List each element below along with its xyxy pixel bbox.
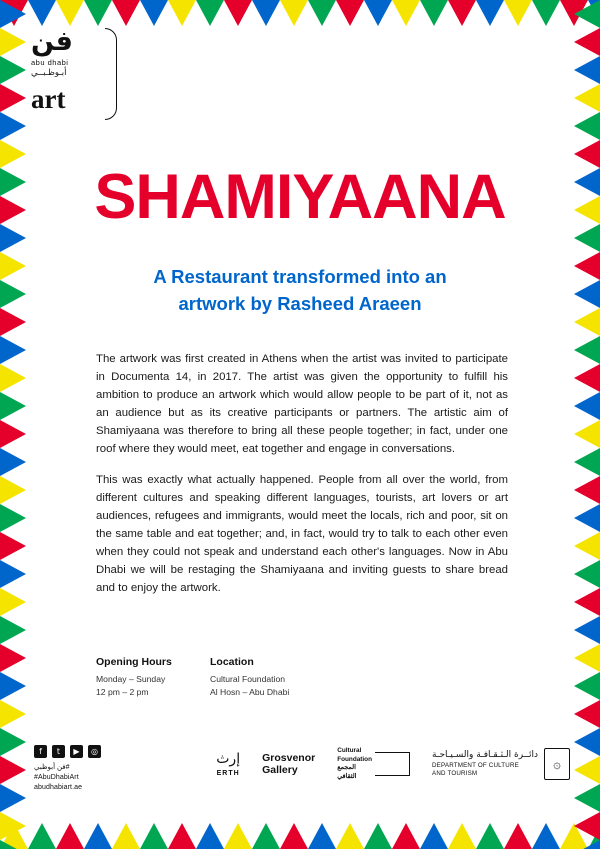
opening-hours-column xyxy=(96,656,182,699)
grosvenor-line-1: Grosvenor xyxy=(262,752,316,765)
border-triangle xyxy=(0,840,26,849)
border-triangle xyxy=(574,392,600,420)
border-triangle xyxy=(0,476,26,504)
border-triangle xyxy=(0,196,26,224)
facebook-icon[interactable]: f xyxy=(34,745,47,758)
cf-arabic-1: المجمع xyxy=(337,764,356,772)
border-triangle xyxy=(448,0,476,26)
erth-label: ERTH xyxy=(216,769,240,777)
border-triangle xyxy=(574,616,600,644)
border-triangle xyxy=(0,0,26,28)
border-triangle xyxy=(574,84,600,112)
body-paragraph-1: The artwork was first created in Athens when the artist was invited to participate in Documenta 14, in 2017. The artist was given the opportunity to fulfill his ambition to produce an artwork which would allow people to be part of it, not as an audience but as its creative participants or partners. The artistic aim of Shamiyaana was therefore to bring all these people together; in fact, under one roof where they would meet, eat together and engage in conversations. xyxy=(96,353,508,455)
border-triangle xyxy=(0,588,26,616)
erth-arabic-mark: إرث xyxy=(216,750,241,767)
border-triangle xyxy=(280,823,308,849)
border-triangle xyxy=(574,364,600,392)
erth-logo xyxy=(216,752,240,777)
border-triangle xyxy=(574,308,600,336)
opening-hours-times: 12 pm – 2 pm xyxy=(96,686,149,697)
dct-logo xyxy=(432,748,570,780)
body-copy xyxy=(96,351,508,612)
border-triangle xyxy=(574,588,600,616)
border-pattern-right xyxy=(574,0,600,849)
border-triangle xyxy=(336,0,364,26)
border-triangle xyxy=(0,392,26,420)
border-triangle xyxy=(0,140,26,168)
cf-arabic-2: الثقافي xyxy=(337,772,357,780)
page-title: SHAMIYAANA xyxy=(94,162,506,232)
border-triangle xyxy=(56,0,84,26)
border-triangle xyxy=(0,504,26,532)
border-triangle xyxy=(168,823,196,849)
grosvenor-gallery-logo xyxy=(262,752,315,776)
logo-latin-subtitle: abu dhabi xyxy=(31,58,69,67)
border-triangle xyxy=(0,252,26,280)
border-triangle xyxy=(28,823,56,849)
border-triangle xyxy=(0,56,26,84)
dct-line-2: AND TOURISM xyxy=(432,770,478,778)
subtitle-line-2: artwork by Rasheed Araeen xyxy=(178,292,422,314)
social-handle-arabic: فن أبوظبي# xyxy=(34,764,70,771)
footer xyxy=(26,745,574,805)
social-icons xyxy=(34,745,101,758)
border-triangle xyxy=(0,420,26,448)
border-triangle xyxy=(574,812,600,840)
border-triangle xyxy=(574,224,600,252)
border-triangle xyxy=(336,823,364,849)
social-block xyxy=(34,745,101,793)
cultural-foundation-logo xyxy=(337,747,410,782)
location-column xyxy=(210,656,370,699)
abu-dhabi-art-logo xyxy=(31,28,117,120)
border-triangle xyxy=(0,280,26,308)
border-triangle xyxy=(574,840,600,849)
border-triangle xyxy=(0,672,26,700)
border-triangle xyxy=(364,0,392,26)
border-triangle xyxy=(112,0,140,26)
cf-line-1: Cultural xyxy=(337,747,362,754)
border-triangle xyxy=(0,560,26,588)
poster-content xyxy=(26,26,574,823)
border-triangle xyxy=(574,644,600,672)
border-triangle xyxy=(0,112,26,140)
border-pattern-top xyxy=(0,0,600,26)
border-triangle xyxy=(224,823,252,849)
border-triangle xyxy=(574,196,600,224)
youtube-icon[interactable]: ▶ xyxy=(70,745,83,758)
cultural-foundation-text xyxy=(337,747,372,782)
location-heading: Location xyxy=(210,656,254,668)
border-triangle xyxy=(574,532,600,560)
border-triangle xyxy=(140,823,168,849)
border-triangle xyxy=(574,140,600,168)
border-triangle xyxy=(308,823,336,849)
border-pattern-bottom xyxy=(0,823,600,849)
border-triangle xyxy=(140,0,168,26)
opening-hours-days: Monday – Sunday xyxy=(96,674,166,684)
border-triangle xyxy=(574,280,600,308)
border-triangle xyxy=(224,0,252,26)
border-triangle xyxy=(0,784,26,812)
logo-bracket-icon xyxy=(103,28,117,120)
border-triangle xyxy=(504,0,532,26)
border-triangle xyxy=(476,823,504,849)
border-triangle xyxy=(308,0,336,26)
border-triangle xyxy=(532,823,560,849)
info-block xyxy=(96,656,370,699)
border-triangle xyxy=(574,672,600,700)
border-triangle xyxy=(168,0,196,26)
border-triangle xyxy=(84,0,112,26)
subtitle xyxy=(94,264,506,318)
border-triangle xyxy=(574,336,600,364)
border-triangle xyxy=(196,0,224,26)
border-triangle xyxy=(0,644,26,672)
twitter-icon[interactable]: t xyxy=(52,745,65,758)
subtitle-line-1: A Restaurant transformed into an xyxy=(153,266,447,287)
border-triangle xyxy=(0,28,26,56)
dct-seal-icon: ۞ xyxy=(544,748,570,780)
logo-wordmark: art xyxy=(31,84,66,114)
border-triangle xyxy=(420,0,448,26)
border-triangle xyxy=(364,823,392,849)
border-triangle xyxy=(420,823,448,849)
border-triangle xyxy=(0,168,26,196)
logo-arabic-script: فن xyxy=(31,26,73,57)
border-triangle xyxy=(574,112,600,140)
border-triangle xyxy=(574,560,600,588)
border-triangle xyxy=(0,756,26,784)
border-triangle xyxy=(574,168,600,196)
border-triangle xyxy=(392,823,420,849)
border-triangle xyxy=(574,756,600,784)
sponsor-logos xyxy=(216,747,570,782)
body-paragraph-2: This was exactly what actually happened. People from all over the world, from different cultures and speaking different languages, tourists, art lovers or art audiences, refugees and immigrants, would meet the locals, rich and poor, sit on the same table and eat together; and, in fact, would try to talk to each other even when they could not speak and understand each other's languages. Now in Abu Dhabi we will be restaging the Shamiyaana and inviting guests to share bread and to enjoy the artwork. xyxy=(96,474,508,594)
grosvenor-line-2: Gallery xyxy=(262,764,298,777)
border-triangle xyxy=(252,0,280,26)
cf-line-2: Foundation xyxy=(337,755,372,763)
border-triangle xyxy=(0,336,26,364)
border-triangle xyxy=(448,823,476,849)
border-triangle xyxy=(0,532,26,560)
border-triangle xyxy=(0,812,26,840)
border-triangle xyxy=(574,504,600,532)
social-handle: #AbuDhabiArt xyxy=(34,774,79,782)
dct-text xyxy=(432,750,538,778)
border-triangle xyxy=(574,252,600,280)
border-triangle xyxy=(0,224,26,252)
website-url[interactable]: abudhabiart.ae xyxy=(34,784,83,792)
border-triangle xyxy=(476,0,504,26)
border-triangle xyxy=(0,728,26,756)
border-triangle xyxy=(0,448,26,476)
border-triangle xyxy=(56,823,84,849)
border-triangle xyxy=(0,364,26,392)
border-triangle xyxy=(574,784,600,812)
cf-bracket-icon xyxy=(375,752,410,776)
dct-arabic: دائــرة الـثـقـافـة والسـيـاحـة xyxy=(432,750,538,761)
border-triangle xyxy=(504,823,532,849)
border-triangle xyxy=(574,448,600,476)
border-triangle xyxy=(196,823,224,849)
border-triangle xyxy=(0,308,26,336)
opening-hours-heading: Opening Hours xyxy=(96,656,172,668)
border-triangle xyxy=(28,0,56,26)
dct-line-1: DEPARTMENT OF CULTURE xyxy=(432,761,519,769)
border-triangle xyxy=(574,56,600,84)
instagram-icon[interactable]: ◎ xyxy=(88,745,101,758)
border-triangle xyxy=(574,700,600,728)
border-triangle xyxy=(574,28,600,56)
border-triangle xyxy=(0,84,26,112)
border-triangle xyxy=(574,728,600,756)
border-triangle xyxy=(112,823,140,849)
border-triangle xyxy=(574,0,600,28)
border-triangle xyxy=(252,823,280,849)
border-pattern-left xyxy=(0,0,26,849)
location-venue: Cultural Foundation xyxy=(210,674,286,684)
border-triangle xyxy=(0,700,26,728)
border-triangle xyxy=(280,0,308,26)
border-triangle xyxy=(532,0,560,26)
border-triangle xyxy=(0,616,26,644)
border-triangle xyxy=(392,0,420,26)
border-triangle xyxy=(84,823,112,849)
border-triangle xyxy=(574,476,600,504)
logo-arabic-subtitle: أبـوظـبــي xyxy=(31,68,67,78)
border-triangle xyxy=(574,420,600,448)
location-area: Al Hosn – Abu Dhabi xyxy=(210,686,290,697)
